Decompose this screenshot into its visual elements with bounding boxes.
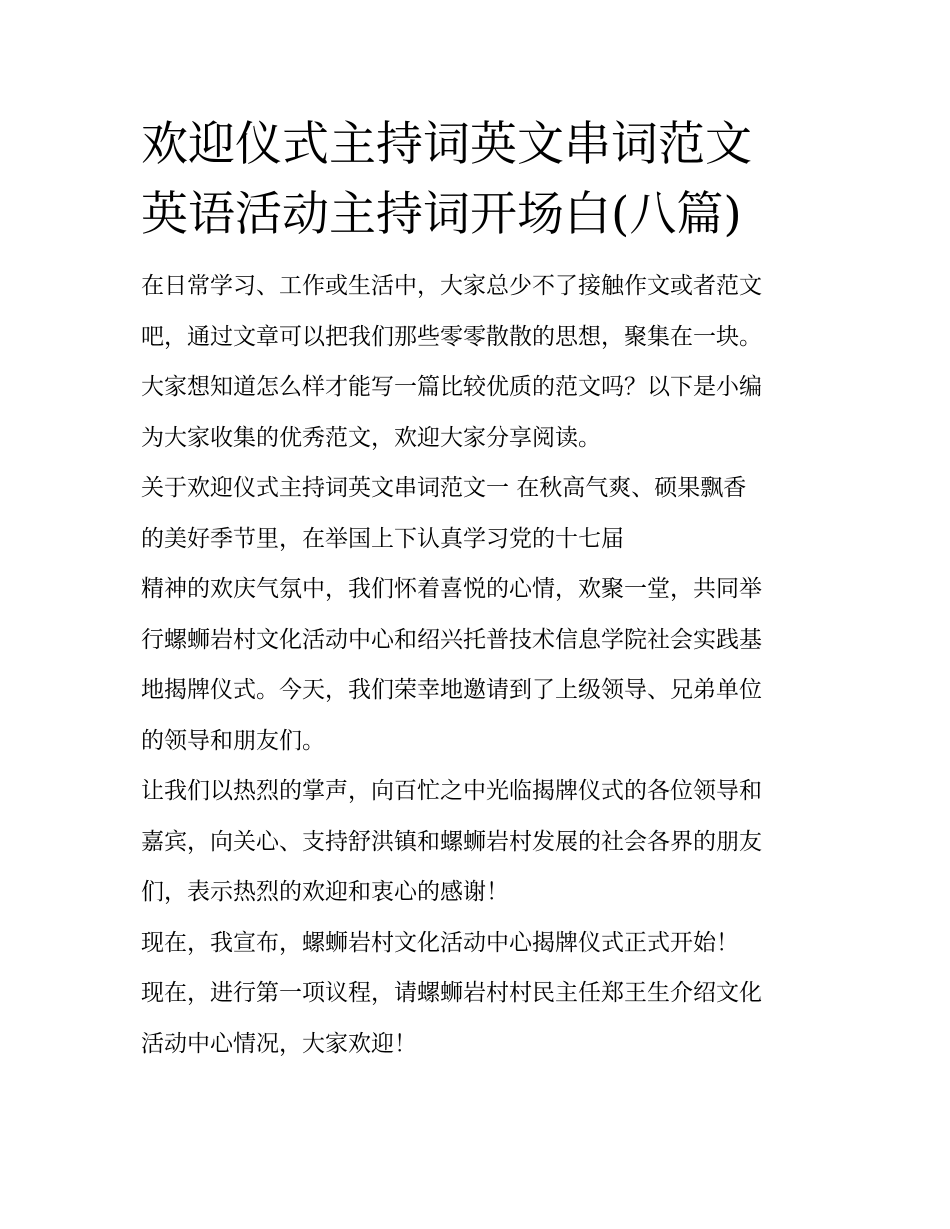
document-title bbox=[141, 110, 813, 250]
document-body bbox=[141, 110, 813, 1069]
text-line: 大家想知道怎么样才能写一篇比较优质的范文吗？以下是小编 bbox=[141, 374, 762, 400]
text-line: 活动中心情况，大家欢迎！ bbox=[141, 1030, 417, 1057]
welcome-paragraph bbox=[141, 766, 813, 918]
intro-paragraph bbox=[141, 261, 813, 463]
text-line: 让我们以热烈的掌声，向百忙之中光临揭牌仪式的各位领导和 bbox=[141, 778, 762, 804]
text-line: 的美好季节里，在举国上下认真学习党的十七届 bbox=[141, 525, 624, 552]
announcement-paragraph bbox=[141, 918, 813, 969]
text-line: 精神的欢庆气氛中，我们怀着喜悦的心情，欢聚一堂，共同举 bbox=[141, 576, 762, 602]
text-line: 在日常学习、工作或生活中，大家总少不了接触作文或者范文 bbox=[141, 273, 762, 299]
text-line: 现在，进行第一项议程，请螺蛳岩村村民主任郑王生介绍文化 bbox=[141, 980, 762, 1006]
agenda-paragraph bbox=[141, 968, 813, 1069]
text-line: 的领导和朋友们。 bbox=[141, 727, 325, 754]
text-line: 地揭牌仪式。今天，我们荣幸地邀请到了上级领导、兄弟单位 bbox=[141, 677, 762, 703]
text-line: 行螺蛳岩村文化活动中心和绍兴托普技术信息学院社会实践基 bbox=[141, 626, 762, 653]
section-one-heading-paragraph bbox=[141, 463, 813, 564]
text-line: 关于欢迎仪式主持词英文串词范文一 在秋高气爽、硕果飘香 bbox=[141, 475, 747, 501]
text-line: 嘉宾，向关心、支持舒洪镇和螺蛳岩村发展的社会各界的朋友 bbox=[141, 828, 762, 855]
text-line: 吧，通过文章可以把我们那些零零散散的思想，聚集在一块。 bbox=[141, 323, 762, 350]
opening-paragraph bbox=[141, 564, 813, 766]
text-line: 为大家收集的优秀范文，欢迎大家分享阅读。 bbox=[141, 424, 601, 451]
text-line: 现在，我宣布，螺蛳岩村文化活动中心揭牌仪式正式开始！ bbox=[141, 929, 739, 956]
text-line: 们，表示热烈的欢迎和衷心的感谢！ bbox=[141, 879, 509, 905]
title-line-2: 英语活动主持词开场白(八篇) bbox=[141, 187, 742, 242]
title-line-1: 欢迎仪式主持词英文串词范文 bbox=[141, 117, 752, 172]
